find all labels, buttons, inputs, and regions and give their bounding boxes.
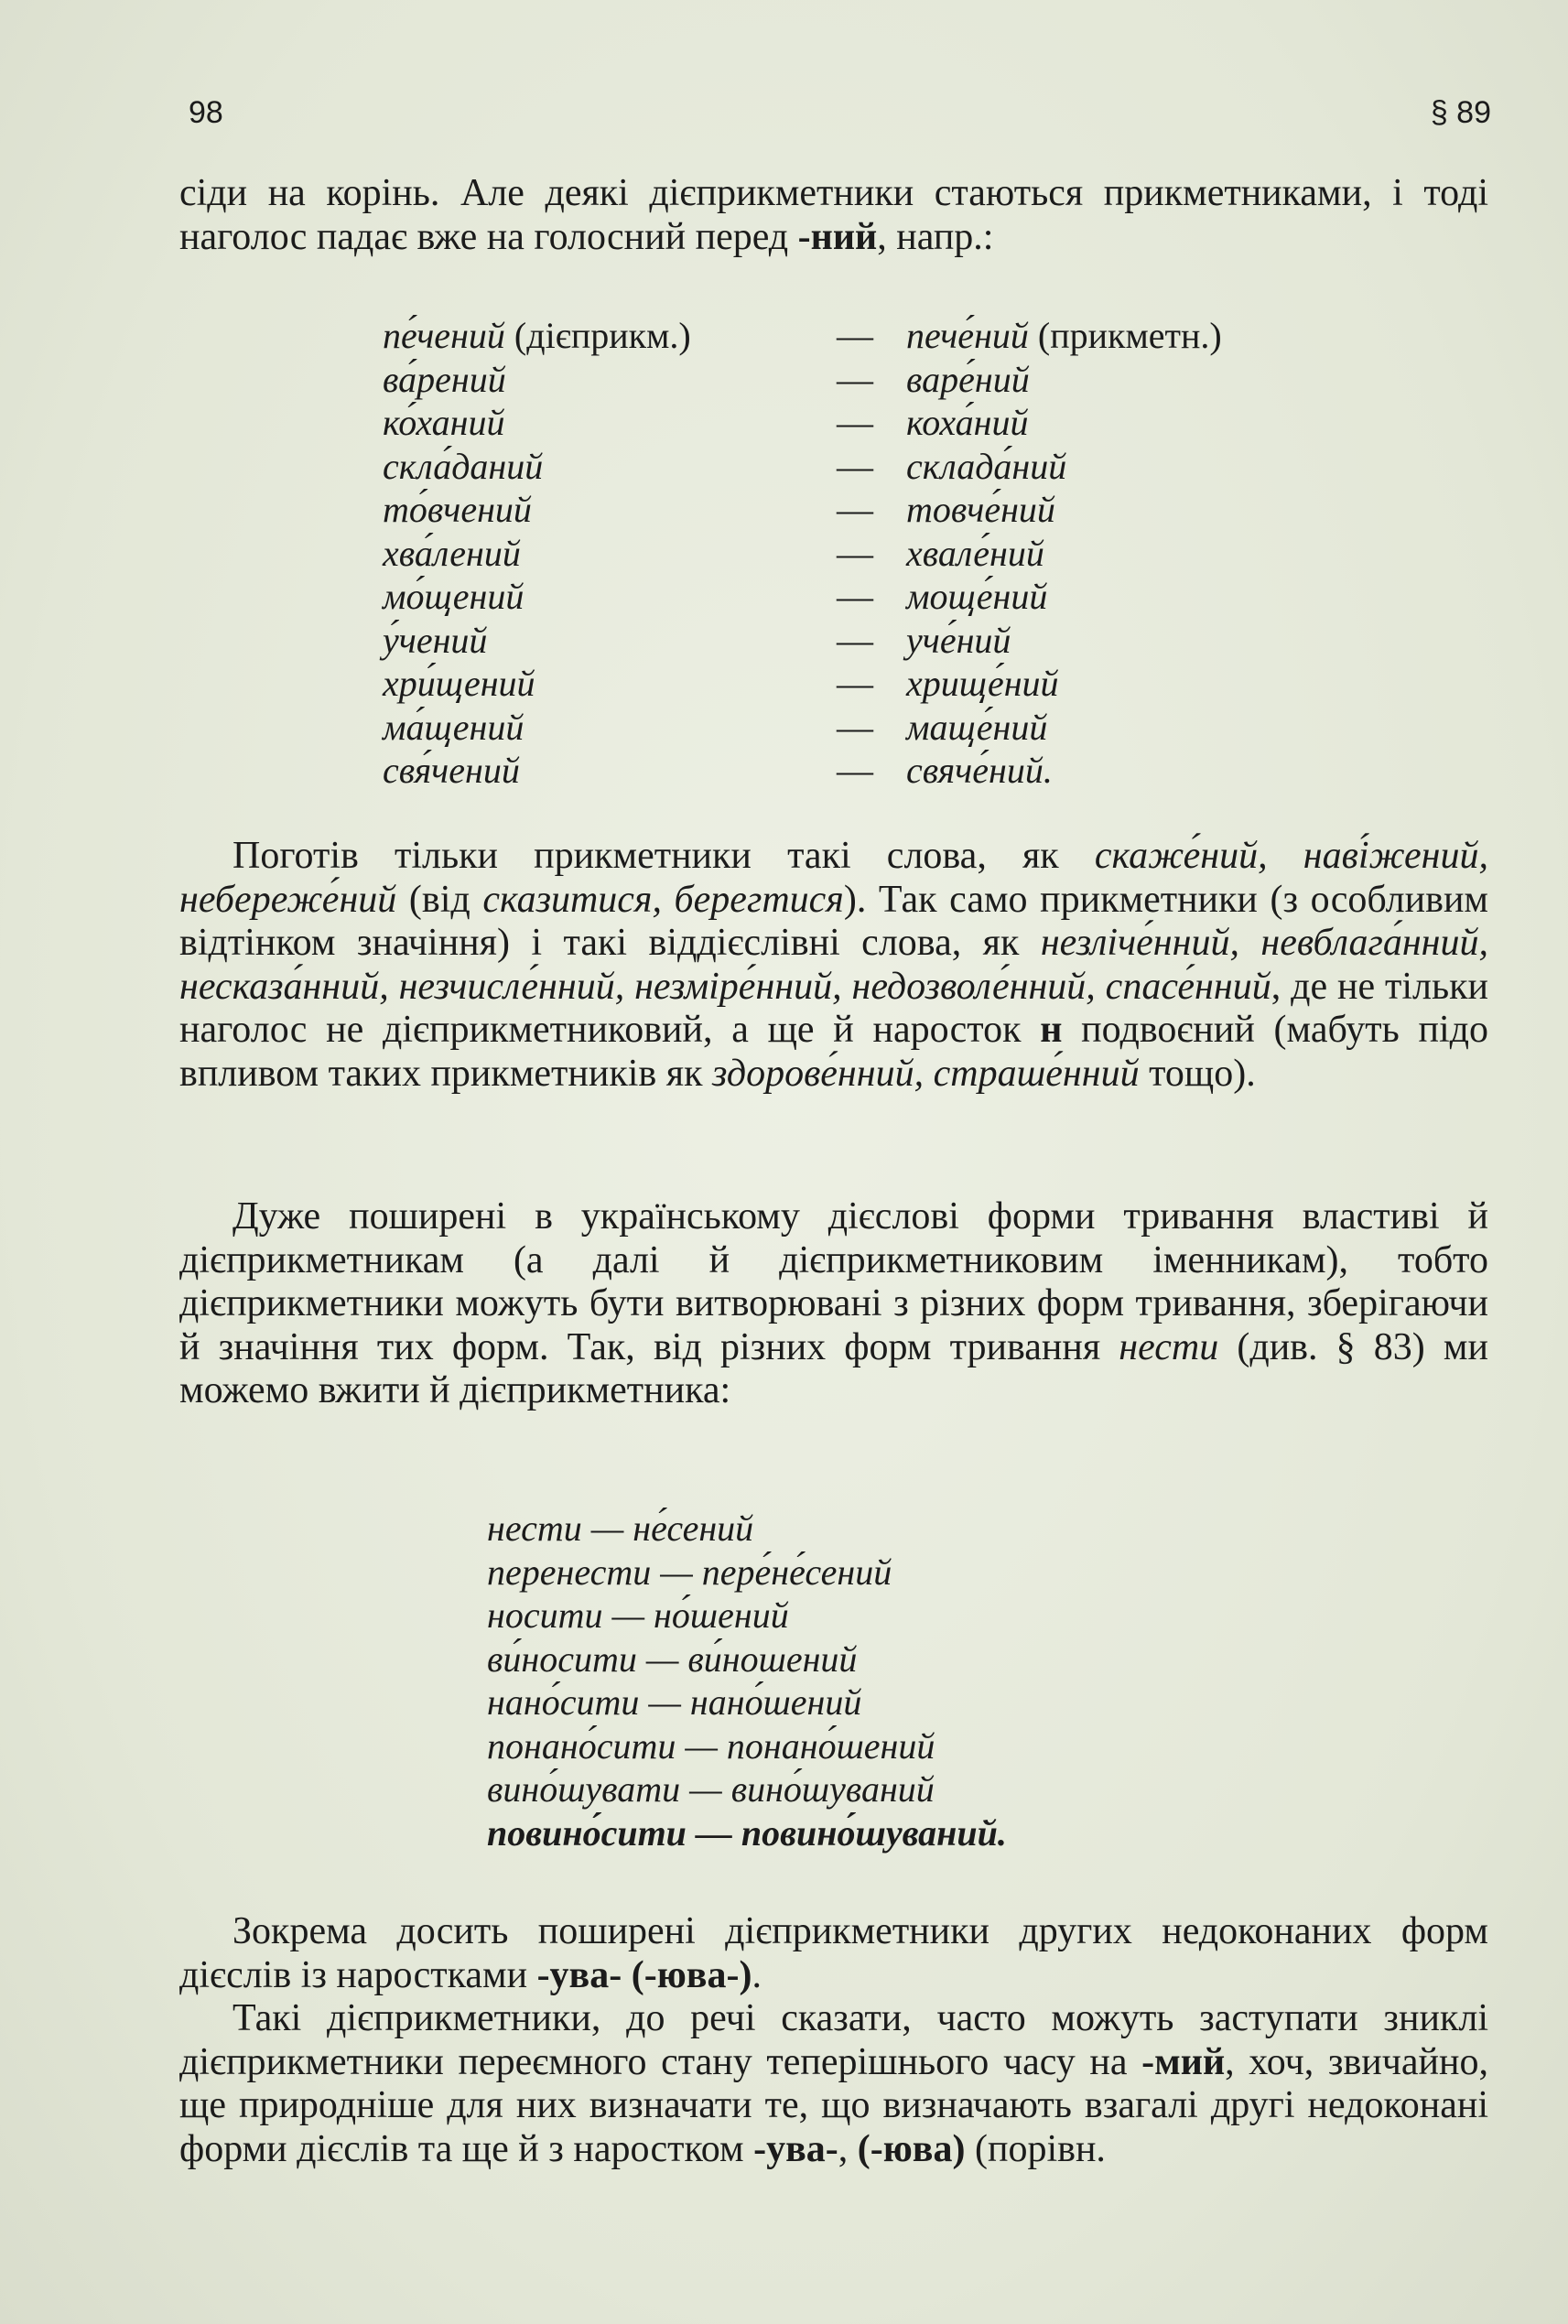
text: Такі дієприкметники, до речі сказати, часто можуть заступати зниклі дієприкметники переємного стану теперішнього часу на	[179, 1997, 1488, 2083]
participle-word: мо́щений	[383, 576, 524, 617]
dash: —	[837, 315, 873, 356]
dash: —	[837, 489, 873, 530]
text: подвоєний (мабуть підо впливом таких прикметників як	[179, 1009, 1488, 1095]
text: , хоч, звичайно, ще природніше для них визначати те, що визначають взагалі другі недоконані форми дієслів та ще й з наростком	[179, 2040, 1488, 2170]
pair-row	[383, 619, 1444, 663]
paragraph-adjectives	[179, 835, 1488, 1096]
adjective-word: коха́ний	[906, 402, 1029, 443]
section-marker: § 89	[1430, 95, 1491, 130]
text: Дуже поширені в українському дієслові форми тривання властиві й дієприкметникам (а далі й дієприкметниковим іменникам), тобто дієприкметники можуть бути витворювані з різних форм тривання, зберігаючи й значіння тих форм. Так, від різних форм тривання	[179, 1195, 1488, 1368]
intro-paragraph	[179, 172, 1488, 259]
adjective-note: (прикметн.)	[1028, 315, 1222, 356]
participle-word: пе́чений (дієприкм.)	[383, 315, 691, 356]
participle-word: у́чений	[383, 619, 488, 661]
italic-examples: скаже́ний, наві́жений, небереже́ний	[179, 835, 1488, 921]
adjective-word: маще́ний	[906, 706, 1048, 748]
form-row: перенести — пере́не́сений	[487, 1551, 892, 1593]
text: ). Так само прикметники (з особливим відтінком значіння) і такі віддієслівні слова, як	[179, 878, 1488, 964]
adjective-word: склада́ний	[906, 445, 1067, 487]
intro-text-end: , напр.:	[877, 215, 994, 258]
adjective-word: моще́ний	[906, 576, 1048, 617]
text: (див. § 83) ми можемо вжити й дієприкметника:	[179, 1325, 1488, 1411]
adjective-word: свяче́ний.	[906, 750, 1053, 791]
pair-row	[383, 488, 1444, 532]
page-header	[189, 95, 1491, 141]
form-row: носити — но́шений	[487, 1594, 789, 1636]
pair-row	[383, 445, 1444, 489]
dash: —	[837, 576, 873, 617]
bold-suffix: -ува-	[536, 1953, 622, 1996]
text: (порівн.	[965, 2127, 1106, 2170]
form-row: повино́сити — повино́шуваний.	[487, 1811, 1007, 1854]
text: Поготів тільки прикметники такі слова, як	[232, 835, 1095, 877]
italic-examples: здорове́нний, страше́нний	[711, 1052, 1140, 1095]
participle-word: скла́даний	[383, 445, 544, 487]
dash: —	[837, 358, 873, 400]
participle-word: ва́рений	[383, 358, 506, 400]
participle-word: то́вчений	[383, 489, 532, 530]
adjective-word: уче́ний	[906, 619, 1011, 661]
paragraph-replacement	[179, 1997, 1488, 2171]
bold-suffix: -ува-	[753, 2127, 838, 2170]
dash: —	[837, 750, 873, 791]
pair-row	[383, 706, 1444, 750]
text: .	[752, 1953, 762, 1996]
bold-suffix: -мий	[1141, 2040, 1226, 2083]
dash: —	[837, 663, 873, 704]
text: (від	[396, 878, 483, 921]
bold-suffix: (-юва-)	[631, 1953, 752, 1996]
pair-row	[383, 662, 1444, 706]
adjective-word: варе́ний	[906, 358, 1030, 400]
dash: —	[837, 619, 873, 661]
adjective-word: пече́ний (прикметн.)	[906, 315, 1222, 356]
form-row: понано́сити — понано́шений	[487, 1724, 935, 1767]
dash: —	[837, 532, 873, 574]
participle-note: (дієприкм.)	[504, 315, 691, 356]
page-number: 98	[189, 95, 223, 130]
form-row: нано́сити — нано́шений	[487, 1681, 862, 1723]
intro-text: сіди на корінь. Але деякі дієприкметники стаються прикметниками, і тоді наголос падає вже на голосний перед	[179, 172, 1488, 258]
participle-word: хри́щений	[383, 663, 535, 704]
pair-row	[383, 532, 1444, 576]
italic-word: нести	[1119, 1325, 1219, 1368]
dash: —	[837, 706, 873, 748]
dash: —	[837, 445, 873, 487]
italic-examples: сказитися, берегтися	[482, 878, 844, 921]
dash: —	[837, 402, 873, 443]
form-row: вино́шувати — вино́шуваний	[487, 1768, 935, 1810]
participle-adjective-pairs	[383, 314, 1444, 793]
text	[622, 1954, 632, 1996]
bold-letter: н	[1040, 1009, 1063, 1051]
paragraph-duration-forms	[179, 1195, 1488, 1413]
participle-word: хва́лений	[383, 532, 521, 574]
adjective-word: хрище́ний	[906, 663, 1059, 704]
participle-word: ко́ханий	[383, 402, 505, 443]
text: , де не тільки наголос не дієприкметниковий, а ще й наросток	[179, 965, 1488, 1051]
pair-row	[383, 749, 1444, 793]
participle-word: свя́чений	[383, 750, 520, 791]
paragraph-suffixes	[179, 1910, 1488, 1997]
adjective-word: товче́ний	[906, 489, 1055, 530]
text: Зокрема досить поширені дієприкметники других недоконаних форм дієслів із наростками	[179, 1910, 1488, 1996]
italic-examples: незліче́нний, невблага́нний, несказа́нний, незчисле́нний, незміре́нний, недозволе́нний, спасе́нний	[179, 922, 1489, 1008]
participle-word: ма́щений	[383, 706, 524, 748]
pair-row	[383, 401, 1444, 445]
text: тощо).	[1139, 1052, 1256, 1095]
pair-row	[383, 575, 1444, 619]
form-row: ви́носити — ви́ношений	[487, 1638, 858, 1680]
suffix-bold: -ний	[797, 215, 878, 258]
form-row: нести — не́сений	[487, 1508, 754, 1549]
bold-suffix: (-юва)	[857, 2127, 966, 2170]
adjective-word: хвале́ний	[906, 532, 1044, 574]
text: ,	[838, 2127, 858, 2170]
pair-row	[383, 314, 1444, 358]
duration-form-list	[487, 1507, 1311, 1854]
pair-row	[383, 358, 1444, 402]
